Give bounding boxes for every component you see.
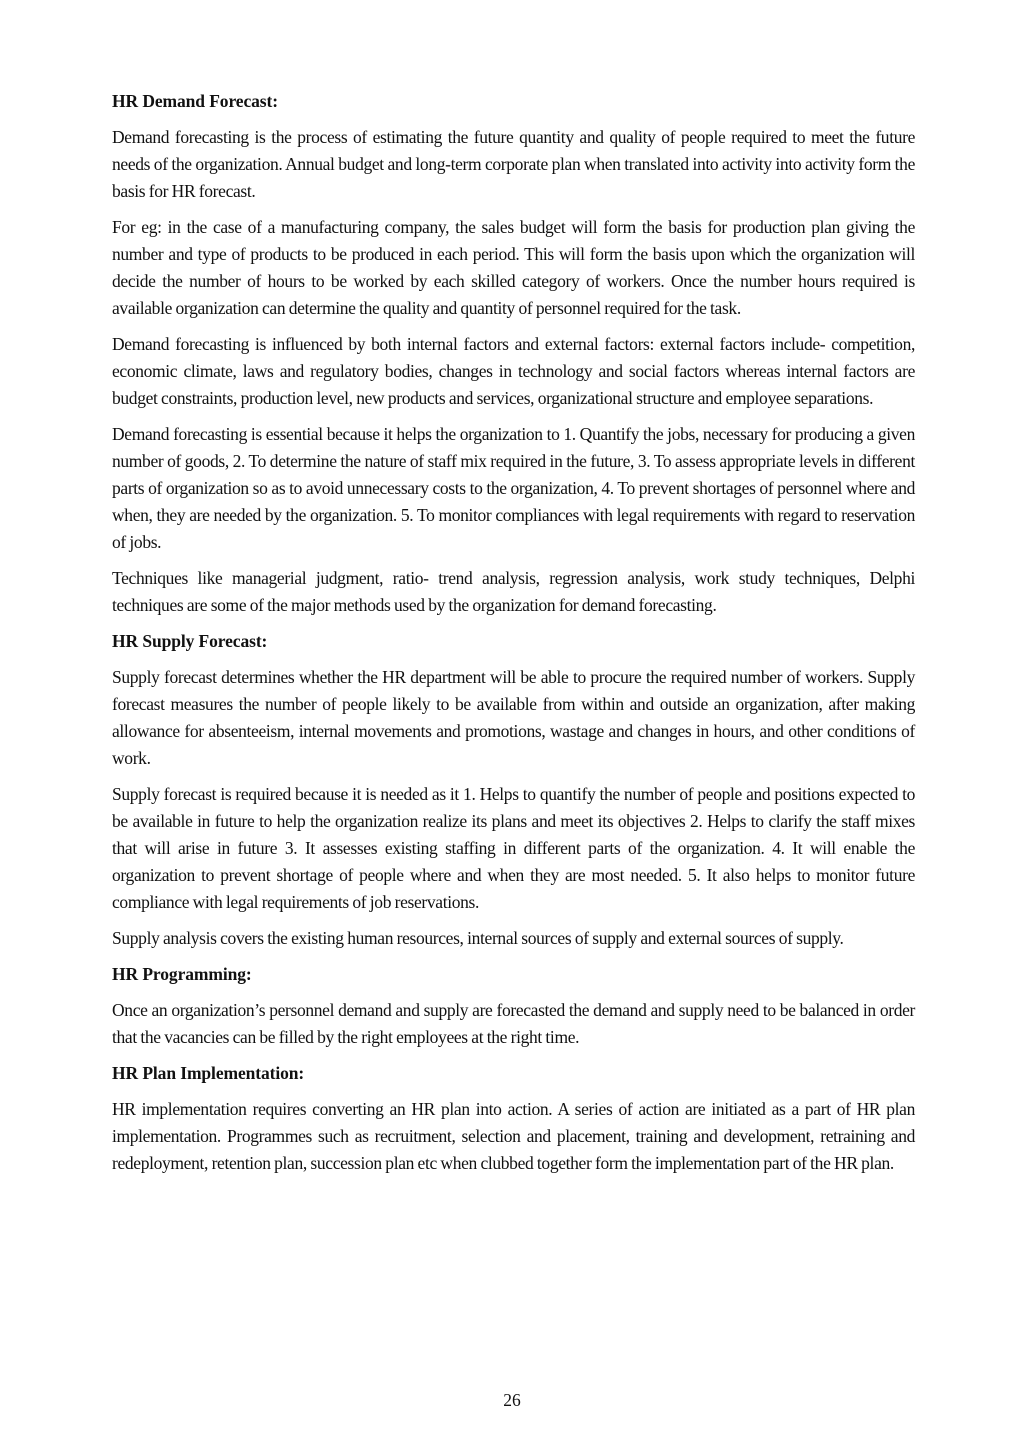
paragraph-supply-definition: Supply forecast determines whether the HR department will be able to procure the required number of workers. Supply forecast measures the number of people likely to be available from within and outside an organization, after making allowance for absenteeism, internal movements and promotions, wastage and changes in hours, and other conditions of work. (112, 667, 915, 768)
page-content (112, 88, 915, 1186)
paragraph-demand-importance: Demand forecasting is essential because it helps the organization to 1. Quantify the jobs, necessary for producing a given number of goods, 2. To determine the nature of staff mix required in the future, 3. To assess appropriate levels in different parts of organization so as to avoid unnecessary costs to the organization, 4. To prevent shortages of personnel where and when, they are needed by the organization. 5. To monitor compliances with legal requirements with regard to reservation of jobs. (112, 424, 915, 552)
paragraph-implementation: HR implementation requires converting an HR plan into action. A series of action are initiated as a part of HR plan implementation. Programmes such as recruitment, selection and placement, training and development, retraining and redeployment, retention plan, succession plan etc when clubbed together form the implementation part of the HR plan. (112, 1099, 915, 1173)
paragraph-demand-example: For eg: in the case of a manufacturing company, the sales budget will form the basis for production plan giving the number and type of products to be produced in each period. This will form the basis upon which the organization will decide the number of hours to be worked by each skilled category of workers. Once the number hours required is available organization can determine the quality and quantity of personnel required for the task. (112, 217, 915, 318)
paragraph-programming: Once an organization’s personnel demand and supply are forecasted the demand and supply need to be balanced in order that the vacancies can be filled by the right employees at the right time. (112, 1000, 915, 1047)
heading-hr-programming: HR Programming: (112, 964, 252, 984)
heading-hr-plan-implementation: HR Plan Implementation: (112, 1063, 305, 1083)
paragraph-supply-analysis: Supply analysis covers the existing human resources, internal sources of supply and external sources of supply. (112, 928, 844, 948)
paragraph-demand-techniques: Techniques like managerial judgment, ratio- trend analysis, regression analysis, work study techniques, Delphi techniques are some of the major methods used by the organization for demand forecasting. (112, 568, 915, 615)
paragraph-demand-definition: Demand forecasting is the process of estimating the future quantity and quality of people required to meet the future needs of the organization. Annual budget and long-term corporate plan when translated into activity into activity form the basis for HR forecast. (112, 127, 915, 201)
heading-hr-supply-forecast: HR Supply Forecast: (112, 631, 268, 651)
paragraph-supply-importance: Supply forecast is required because it is needed as it 1. Helps to quantify the number of people and positions expected to be available in future to help the organization realize its plans and meet its objectives 2. Helps to clarify the staff mixes that will arise in future 3. It assesses existing staffing in different parts of the organization. 4. It will enable the organization to prevent shortage of people where and when they are most needed. 5. It also helps to monitor future compliance with legal requirements of job reservations. (112, 784, 915, 912)
paragraph-demand-factors: Demand forecasting is influenced by both internal factors and external factors: external factors include- competition, economic climate, laws and regulatory bodies, changes in technology and social factors whereas internal factors are budget constraints, production level, new products and services, organizational structure and employee separations. (112, 334, 915, 408)
heading-hr-demand-forecast: HR Demand Forecast: (112, 91, 278, 111)
page-number: 26 (503, 1390, 521, 1410)
